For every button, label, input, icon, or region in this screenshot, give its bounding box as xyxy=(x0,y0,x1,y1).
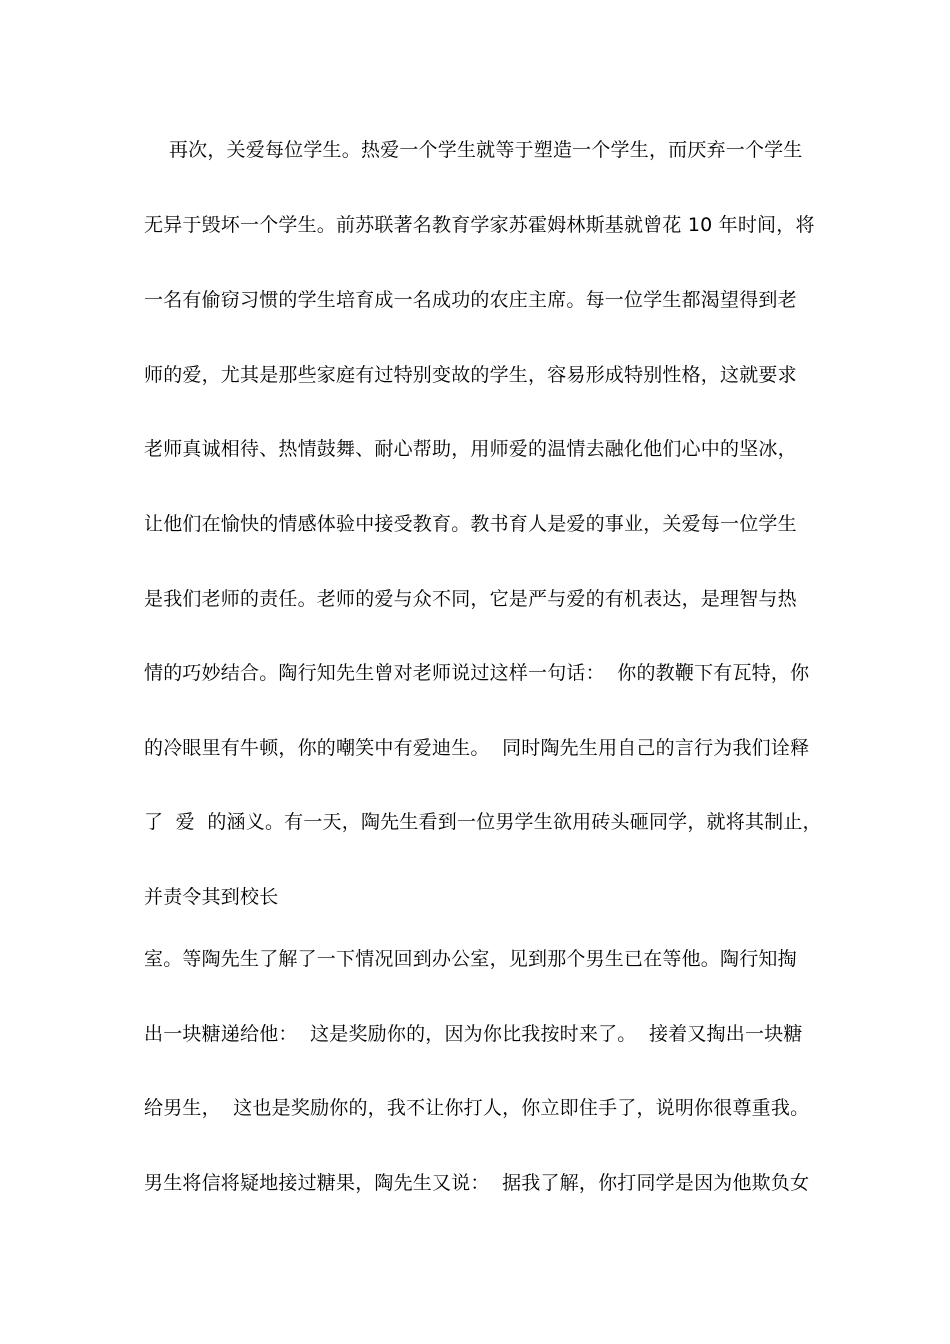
paragraph-line: 情的巧妙结合。陶行知先生曾对老师说过这样一句话： 你的教鞭下有瓦特，你 xyxy=(144,662,810,684)
paragraph-line: 再次，关爱每位学生。热爱一个学生就等于塑造一个学生，而厌弃一个学生 xyxy=(144,139,803,161)
paragraph-line: 老师真诚相待、热情鼓舞、耐心帮助，用师爱的温情去融化他们心中的坚冰， xyxy=(144,438,797,460)
paragraph-line: 并责令其到校长 xyxy=(144,886,279,908)
paragraph-line: 男生将信将疑地接过糖果，陶先生又说： 据我了解，你打同学是因为他欺负女 xyxy=(144,1172,810,1194)
paragraph-line: 是我们老师的责任。老师的爱与众不同，它是严与爱的有机表达，是理智与热 xyxy=(144,588,797,610)
paragraph-line: 师的爱，尤其是那些家庭有过特别变故的学生，容易形成特别性格，这就要求 xyxy=(144,364,797,386)
paragraph-line: 无异于毁坏一个学生。前苏联著名教育学家苏霍姆林斯基就曾花 10 年时间，将 xyxy=(144,214,815,236)
paragraph-line: 一名有偷窃习惯的学生培育成一名成功的农庄主席。每一位学生都渴望得到老 xyxy=(144,289,797,311)
paragraph-line: 了 爱 的涵义。有一天，陶先生看到一位男学生欲用砖头砸同学，就将其制止， xyxy=(144,811,822,833)
paragraph-line: 的冷眼里有牛顿，你的嘲笑中有爱迪生。 同时陶先生用自己的言行为我们诠释 xyxy=(144,737,810,759)
paragraph-line: 给男生， 这也是奖励你的，我不让你打人，你立即住手了，说明你很尊重我。 xyxy=(144,1097,810,1119)
paragraph-line: 室。等陶先生了解了一下情况回到办公室，见到那个男生已在等他。陶行知掏 xyxy=(144,948,797,970)
paragraph-line: 出一块糖递给他： 这是奖励你的，因为你比我按时来了。 接着又掏出一块糖 xyxy=(144,1023,803,1045)
paragraph-line: 让他们在愉快的情感体验中接受教育。教书育人是爱的事业，关爱每一位学生 xyxy=(144,513,797,535)
